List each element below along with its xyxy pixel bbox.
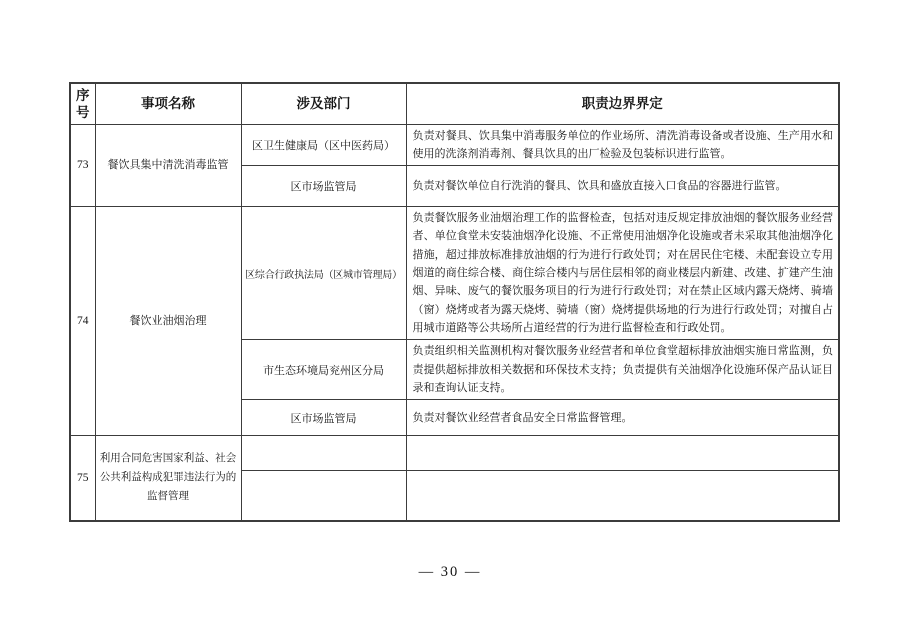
row-74-duty-3: 负责对餐饮业经营者食品安全日常监督管理。 [406,400,839,436]
page-number: — 30 — [418,564,482,580]
row-73-dept-1: 区卫生健康局（区中医药局） [241,124,406,166]
row-74-index: 74 [70,207,95,436]
row-74-duty-1: 负责餐饮服务业油烟治理工作的监督检查，包括对违反规定排放油烟的餐饮服务业经营者、单位食堂未安装油烟净化设施、不正常使用油烟净化设施或者未采取其他油烟净化措施，超过排放标准排放油烟的行为进行行政处罚；对在居民住宅楼、未配套设立专用烟道的商住综合楼、商住综合楼内与居住层相邻的商业楼层内新建、改建、扩建产生油烟、异味、废气的餐饮服务项目的行为进行行政处罚；对在禁止区域内露天烧烤、骑墙（窗）烧烤或者为露天烧烤、骑墙（窗）烧烤提供场地的行为进行行政处罚；对擅自占用城市道路等公共场所占道经营的行为进行监督检查和行政处罚。 [406,207,839,340]
row-75-index: 75 [70,436,95,521]
row-74-dept-1: 区综合行政执法局（区城市管理局） [241,207,406,340]
row-75-dept-1 [241,436,406,471]
header-index: 序号 [70,83,95,124]
row-73-duty-2: 负责对餐饮单位自行洗消的餐具、饮具和盛放直接入口食品的容器进行监管。 [406,166,839,207]
table-row [70,207,839,340]
row-73-item: 餐饮具集中清洗消毒监管 [95,124,241,207]
table-row [70,436,839,471]
row-73-duty-1: 负责对餐具、饮具集中消毒服务单位的作业场所、清洗消毒设备或者设施、生产用水和使用的洗涤剂消毒剂、餐具饮具的出厂检验及包装标识进行监管。 [406,124,839,166]
row-75-duty-1 [406,436,839,471]
row-75-duty-2 [406,471,839,521]
header-departments: 涉及部门 [241,83,406,124]
row-74-dept-3: 区市场监管局 [241,400,406,436]
row-74-dept-2: 市生态环境局兖州区分局 [241,340,406,400]
table-header-row [70,83,839,124]
row-74-duty-2: 负责组织相关监测机构对餐饮服务业经营者和单位食堂超标排放油烟实施日常监测，负责提供超标排放相关数据和环保技术支持；负责提供有关油烟净化设施环保产品认证目录和查询认证支持。 [406,340,839,400]
row-75-item: 利用合同危害国家利益、社会公共利益构成犯罪违法行为的监督管理 [95,436,241,521]
row-73-dept-2: 区市场监管局 [241,166,406,207]
row-74-item: 餐饮业油烟治理 [95,207,241,436]
row-73-index: 73 [70,124,95,207]
header-item-name: 事项名称 [95,83,241,124]
table-row [70,124,839,166]
row-75-dept-2 [241,471,406,521]
responsibility-table [69,82,840,522]
header-duty-boundary: 职责边界界定 [406,83,839,124]
